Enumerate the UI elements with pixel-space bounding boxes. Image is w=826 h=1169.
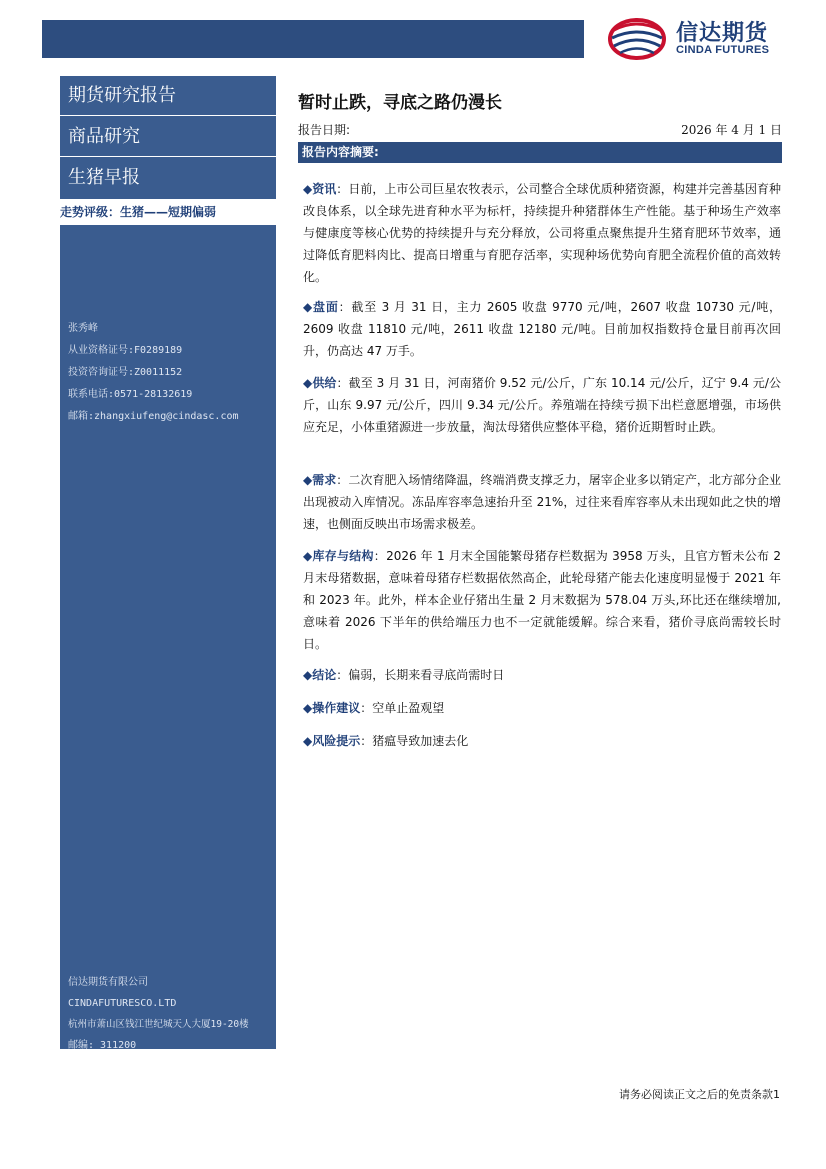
diamond-bullet-icon: ◆ xyxy=(303,473,313,487)
analyst-name: 张秀峰 xyxy=(68,323,98,334)
analyst-info xyxy=(68,318,239,428)
logo-chinese-text: 信达期货 xyxy=(676,21,769,46)
top-banner-bar xyxy=(42,20,584,58)
section-news xyxy=(303,178,781,288)
section-operation-advice xyxy=(303,697,781,719)
section-label: 供给 xyxy=(312,376,337,390)
company-name-cn: 信达期货有限公司 xyxy=(68,977,148,988)
section-text: 2026 年 1 月末全国能繁母猪存栏数据为 3958 万头，且官方暂未公布 2 月末母猪数据，意味着母猪存栏数据依然高企，此轮母猪产能去化速度明显慢于 2021 年和 2023 年。此外，样本企业仔猪出生量 2 月末数据为 578.04 万头,环比还在继续增加,意味着 2026 下半年的供给端压力也不一定就能缓解。综合来看，猪价寻底尚需较长时日。 xyxy=(303,549,781,651)
section-separator: ： xyxy=(338,300,352,314)
diamond-bullet-icon: ◆ xyxy=(303,376,313,390)
section-separator: ： xyxy=(336,182,349,196)
cinda-futures-logo xyxy=(606,16,796,62)
section-inventory-structure xyxy=(303,545,781,655)
section-separator: ： xyxy=(373,549,387,563)
sidebar-title-product: 生猪早报 xyxy=(68,167,140,188)
company-postcode: 邮编: 311200 xyxy=(68,1040,137,1051)
section-text: 偏弱，长期来看寻底尚需时日 xyxy=(348,668,505,682)
section-separator: ： xyxy=(336,376,349,390)
disclaimer-footer: 请务必阅读正文之后的免责条款1 xyxy=(619,1088,780,1101)
report-date-label: 报告日期: xyxy=(298,123,351,137)
section-separator: ： xyxy=(336,473,349,487)
logo-english-text: CINDA FUTURES xyxy=(676,44,770,56)
analyst-phone: 联系电话:0571-28132619 xyxy=(68,389,193,400)
section-label: 盘面 xyxy=(313,300,339,314)
analyst-email: 邮箱:zhangxiufeng@cindasc.com xyxy=(68,411,239,422)
company-name-en: CINDAFUTURESCO.LTD xyxy=(68,998,177,1009)
diamond-bullet-icon: ◆ xyxy=(303,549,313,563)
report-date-value: 2026 年 4 月 1 日 xyxy=(681,123,782,137)
sidebar xyxy=(60,76,276,1049)
analyst-advisor-license: 投资咨询证号:Z0011152 xyxy=(68,367,183,378)
section-label: 操作建议 xyxy=(312,701,361,715)
section-label: 库存与结构 xyxy=(312,549,374,563)
section-market xyxy=(303,296,781,362)
section-demand xyxy=(303,469,781,535)
section-label: 需求 xyxy=(312,473,337,487)
diamond-bullet-icon: ◆ xyxy=(303,734,313,748)
section-label: 风险提示 xyxy=(312,734,361,748)
section-text: 猪瘟导致加速去化 xyxy=(372,734,469,748)
sidebar-title-report-type: 期货研究报告 xyxy=(60,76,276,116)
trend-rating: 走势评级：生猪——短期偏弱 xyxy=(60,199,276,225)
section-text: 截至 3 月 31 日，河南猪价 9.52 元/公斤，广东 10.14 元/公斤，辽宁 9.4 元/公斤，山东 9.97 元/公斤，四川 9.34 元/公斤。养殖端在持续亏损下出栏意愿增强，市场供应充足，小体重猪源进一步放量，淘汰母猪供应整体平稳，猪价近期暂时止跌。 xyxy=(303,376,781,434)
section-text: 空单止盈观望 xyxy=(372,701,445,715)
section-separator: ： xyxy=(360,734,373,748)
section-supply xyxy=(303,372,781,438)
section-separator: ： xyxy=(360,701,373,715)
summary-header: 报告内容摘要: xyxy=(298,142,782,163)
section-text: 日前，上市公司巨星农牧表示，公司整合全球优质种猪资源，构建并完善基因育种改良体系，以全球先进育种水平为标杆，持续提升种猪群体生产性能。基于种场生产效率与健康度等核心优势的持续提升与充分释放，公司将重点聚焦提升生猪育肥环节效率，通过降低育肥料肉比、提高日增重与育肥存活率，实现种场优势向育肥全流程价值的高效转化。 xyxy=(303,182,781,284)
section-risk-warning xyxy=(303,730,781,752)
company-info xyxy=(68,972,249,1056)
section-text: 截至 3 月 31 日，主力 2605 收盘 9770 元/吨，2607 收盘 10730 元/吨，2609 收盘 11810 元/吨，2611 收盘 12180 元/吨。目前加权指数持仓量目前再次回升，仍高达 47 万手。 xyxy=(303,300,781,358)
section-separator: ： xyxy=(336,668,349,682)
diamond-bullet-icon: ◆ xyxy=(303,701,313,715)
section-label: 结论 xyxy=(312,668,337,682)
diamond-bullet-icon: ◆ xyxy=(303,300,314,314)
report-title: 暂时止跌，寻底之路仍漫长 xyxy=(298,93,502,113)
section-conclusion xyxy=(303,664,781,686)
report-date-row xyxy=(298,119,782,141)
company-address: 杭州市萧山区钱江世纪城天人大厦19-20楼 xyxy=(68,1019,249,1030)
analyst-license: 从业资格证号:F0289189 xyxy=(68,345,183,356)
sidebar-title-category: 商品研究 xyxy=(60,117,276,157)
section-text: 二次育肥入场情绪降温，终端消费支撑乏力，屠宰企业多以销定产，北方部分企业出现被动入库情况。冻品库容率急速抬升至 21%，过往来看库容率从未出现如此之快的增速，也侧面反映出市场需求极差。 xyxy=(303,473,781,531)
diamond-bullet-icon: ◆ xyxy=(303,182,313,196)
diamond-bullet-icon: ◆ xyxy=(303,668,313,682)
section-label: 资讯 xyxy=(312,182,337,196)
cinda-logo-icon xyxy=(606,16,668,62)
